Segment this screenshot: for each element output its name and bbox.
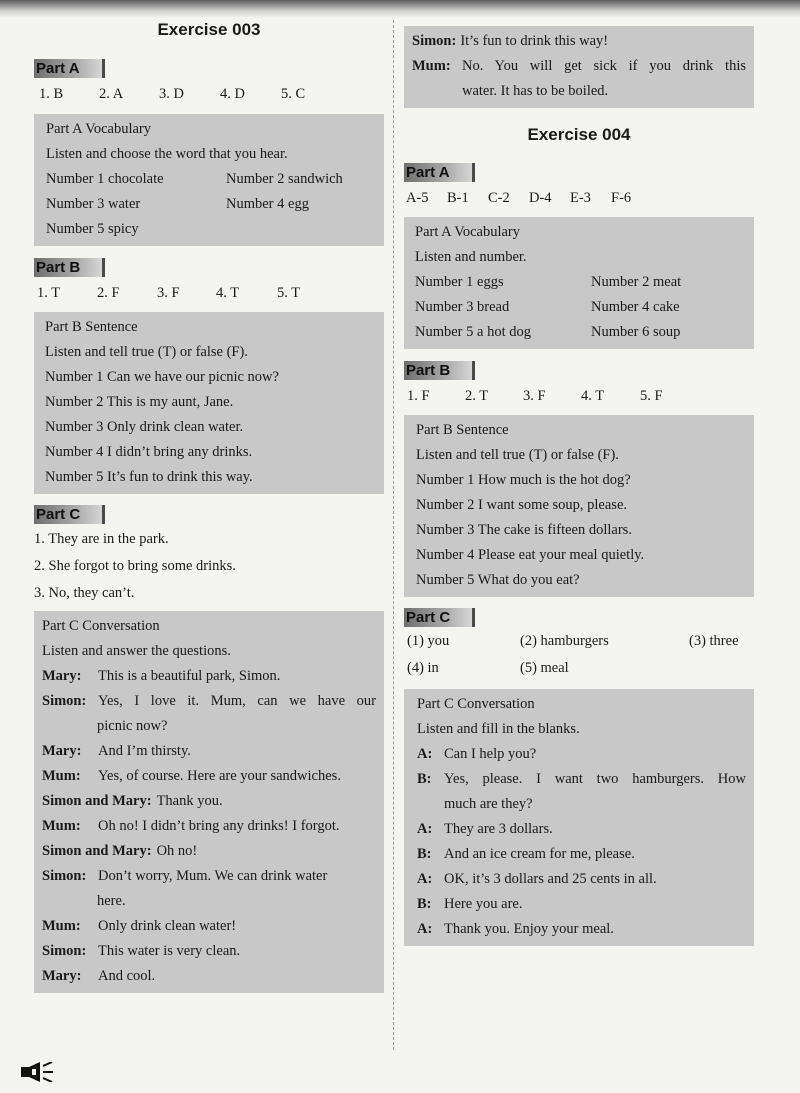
left-column	[34, 18, 384, 993]
answer: 4. T	[581, 388, 605, 404]
sentence-item: Number 2 I want some soup, please.	[416, 497, 628, 513]
answer: 4. D	[220, 86, 245, 102]
page-top-shadow	[0, 0, 800, 18]
vocab-item: Number 4 cake	[591, 299, 680, 315]
box-instruction: Listen and tell true (T) or false (F).	[416, 447, 619, 463]
exercise-004-title: Exercise 004	[527, 125, 631, 144]
dialogue-line	[42, 664, 376, 689]
line-text: Oh no!	[156, 843, 198, 859]
speaker: A:	[417, 821, 433, 837]
dialogue-line	[42, 689, 376, 714]
dialogue-line	[42, 764, 376, 789]
box-heading: Part A Vocabulary	[46, 121, 151, 137]
part-a-transcript-box	[34, 114, 384, 246]
speaker: Mum:	[42, 818, 81, 834]
part-b-transcript-box	[404, 415, 754, 597]
part-b-answers	[34, 285, 384, 302]
speaker: Simon:	[42, 868, 87, 884]
vocab-item: Number 3 water	[46, 196, 141, 212]
answer: 1. F	[407, 388, 430, 404]
speaker: B:	[417, 846, 432, 862]
answer: 5. T	[277, 285, 301, 301]
vocab-item: Number 1 chocolate	[46, 171, 164, 187]
answer: C-2	[488, 190, 510, 206]
line-text: Thank you. Enjoy your meal.	[444, 921, 614, 937]
box-instruction: Listen and choose the word that you hear.	[46, 146, 288, 162]
line-text: Only drink clean water!	[98, 918, 237, 934]
dialogue-line	[42, 939, 376, 964]
column-divider	[393, 20, 394, 1050]
line-text: Here you are.	[444, 896, 523, 912]
answer: 2. A	[99, 86, 124, 102]
box-heading: Part B Sentence	[416, 422, 509, 438]
sentence-item: Number 3 The cake is fifteen dollars.	[416, 522, 632, 538]
box-instruction: Listen and number.	[415, 249, 527, 265]
speaker: Mary:	[42, 968, 82, 984]
dialogue-line	[42, 814, 376, 839]
line-text: And an ice cream for me, please.	[444, 846, 635, 862]
line-text: Thank you.	[156, 793, 223, 809]
line-text: Yes, of course. Here are your sandwiches.	[98, 768, 341, 784]
answer: 3. D	[159, 86, 184, 102]
speaker: Mum:	[42, 918, 81, 934]
part-b-transcript-box	[34, 312, 384, 494]
vocab-item: Number 4 egg	[226, 196, 309, 212]
answer: 2. F	[97, 285, 120, 301]
part-c-tag: Part C	[404, 608, 475, 627]
line-text: Can I help you?	[444, 746, 537, 762]
dialogue-line	[417, 917, 746, 942]
answer: 3. No, they can’t.	[34, 585, 135, 601]
vocab-item: Number 3 bread	[415, 299, 510, 315]
vocab-item: Number 1 eggs	[415, 274, 504, 290]
vocab-item: Number 2 meat	[591, 274, 682, 290]
box-heading: Part A Vocabulary	[415, 224, 520, 240]
answer: F-6	[611, 190, 632, 206]
dialogue-line	[42, 789, 376, 814]
line-text: And cool.	[98, 968, 156, 984]
sentence-item: Number 1 Can we have our picnic now?	[45, 369, 279, 385]
line-continuation: here.	[97, 893, 126, 909]
box-instruction: Listen and answer the questions.	[42, 643, 231, 659]
speaker: Simon:	[42, 693, 87, 709]
dialogue-line	[417, 817, 746, 842]
vocab-item: Number 6 soup	[591, 324, 681, 340]
answer: (3) three	[689, 633, 739, 649]
speaker: Simon:	[42, 943, 87, 959]
sentence-item: Number 1 How much is the hot dog?	[416, 472, 631, 488]
vocab-item: Number 2 sandwich	[226, 171, 343, 187]
answer: A-5	[406, 190, 429, 206]
speaker: Mum:	[412, 58, 451, 74]
sentence-item: Number 3 Only drink clean water.	[45, 419, 244, 435]
box-heading: Part C Conversation	[417, 696, 535, 712]
part-b-tag: Part B	[404, 361, 475, 380]
answer: E-3	[570, 190, 591, 206]
part-c-transcript-continued	[404, 26, 754, 108]
answer: 3. F	[157, 285, 180, 301]
answer: B-1	[447, 190, 469, 206]
dialogue-line	[42, 839, 376, 864]
part-a-answers	[404, 190, 754, 207]
answer: (5) meal	[520, 660, 569, 676]
speaker: Mary:	[42, 668, 82, 684]
line-text: Yes, please. I want two hamburgers. How	[444, 771, 746, 787]
speaker: B:	[417, 896, 432, 912]
part-a-answers	[34, 86, 384, 103]
exercise-003-title: Exercise 003	[157, 20, 261, 39]
speaker: Simon and Mary:	[42, 793, 152, 809]
dialogue-line	[412, 29, 746, 54]
line-continuation: picnic now?	[97, 718, 168, 734]
part-c-tag: Part C	[34, 505, 105, 524]
box-heading: Part B Sentence	[45, 319, 138, 335]
answer: 1. B	[39, 86, 64, 102]
speaker: A:	[417, 921, 433, 937]
answer: (4) in	[407, 660, 439, 676]
line-continuation: much are they?	[444, 796, 533, 812]
dialogue-line	[42, 864, 376, 889]
line-text: No. You will get sick if you drink this	[462, 58, 746, 74]
dialogue-line	[42, 739, 376, 764]
answer: 1. T	[37, 285, 61, 301]
dialogue-line	[417, 767, 746, 792]
line-text: OK, it’s 3 dollars and 25 cents in all.	[444, 871, 657, 887]
answer: 2. She forgot to bring some drinks.	[34, 558, 236, 574]
right-column	[404, 26, 754, 946]
sentence-item: Number 2 This is my aunt, Jane.	[45, 394, 234, 410]
speaker-icon	[20, 1062, 54, 1082]
part-b-tag: Part B	[34, 258, 105, 277]
part-c-transcript-box	[34, 611, 384, 993]
speaker: Mum:	[42, 768, 81, 784]
part-c-transcript-box	[404, 689, 754, 946]
answer: 4. T	[216, 285, 240, 301]
dialogue-line	[417, 842, 746, 867]
dialogue-line	[412, 54, 746, 79]
line-text: Oh no! I didn’t bring any drinks! I forgot.	[98, 818, 340, 834]
part-b-answers	[404, 388, 754, 405]
part-c-answers	[34, 526, 384, 607]
sentence-item: Number 4 Please eat your meal quietly.	[416, 547, 645, 563]
dialogue-line	[417, 742, 746, 767]
part-a-tag: Part A	[34, 59, 105, 78]
box-instruction: Listen and fill in the blanks.	[417, 721, 580, 737]
answer: (2) hamburgers	[520, 633, 609, 649]
dialogue-line	[42, 964, 376, 989]
answer: 2. T	[465, 388, 489, 404]
speaker: Mary:	[42, 743, 82, 759]
line-text: Yes, I love it. Mum, can we have our	[98, 693, 376, 709]
line-text: This is a beautiful park, Simon.	[98, 668, 281, 684]
answer: D-4	[529, 190, 552, 206]
dialogue-line	[42, 914, 376, 939]
line-continuation: water. It has to be boiled.	[462, 83, 609, 99]
speaker: A:	[417, 871, 433, 887]
part-c-answers	[404, 628, 754, 682]
dialogue-line	[417, 892, 746, 917]
answer: 5. C	[281, 86, 306, 102]
answer: 5. F	[640, 388, 663, 404]
answer: 3. F	[523, 388, 546, 404]
dialogue-line	[417, 867, 746, 892]
answer: 1. They are in the park.	[34, 531, 169, 547]
box-heading: Part C Conversation	[42, 618, 160, 634]
vocab-item: Number 5 spicy	[46, 221, 139, 237]
line-text: Don’t worry, Mum. We can drink water	[98, 868, 328, 884]
line-text: And I’m thirsty.	[98, 743, 191, 759]
box-instruction: Listen and tell true (T) or false (F).	[45, 344, 248, 360]
line-text: It’s fun to drink this way!	[460, 33, 609, 49]
sentence-item: Number 5 It’s fun to drink this way.	[45, 469, 253, 485]
speaker: Simon and Mary:	[42, 843, 152, 859]
line-text: This water is very clean.	[98, 943, 241, 959]
line-text: They are 3 dollars.	[444, 821, 553, 837]
part-a-tag: Part A	[404, 163, 475, 182]
speaker: A:	[417, 746, 433, 762]
sentence-item: Number 4 I didn’t bring any drinks.	[45, 444, 253, 460]
answer: (1) you	[407, 633, 450, 649]
speaker: B:	[417, 771, 432, 787]
part-a-transcript-box	[404, 217, 754, 349]
sentence-item: Number 5 What do you eat?	[416, 572, 580, 588]
speaker: Simon:	[412, 33, 457, 49]
vocab-item: Number 5 a hot dog	[415, 324, 531, 340]
